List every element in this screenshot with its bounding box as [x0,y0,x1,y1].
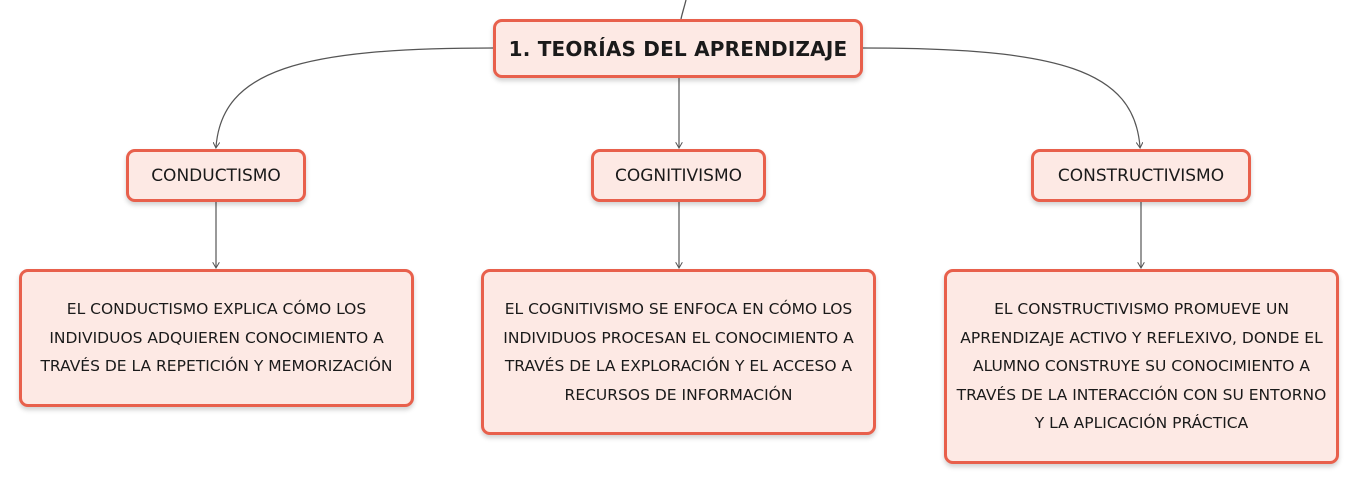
incoming-connector [681,0,686,19]
topic-node-cognitivismo[interactable] [591,149,766,202]
topic-label-constructivismo: CONSTRUCTIVISMO [1057,165,1225,186]
topic-label-cognitivismo: COGNITIVISMO [614,165,743,186]
description-node-cognitivismo[interactable] [481,269,876,435]
topic-label-conductismo: CONDUCTISMO [151,165,281,186]
description-text-conductismo: EL CONDUCTISMO EXPLICA CÓMO LOS INDIVIDUOS ADQUIEREN CONOCIMIENTO A TRAVÉS DE LA REPETICIÓN Y MEMORIZACIÓN [40,300,393,376]
main-topic-node[interactable] [493,19,863,78]
description-text-constructivismo: EL CONSTRUCTIVISMO PROMUEVE UN APRENDIZAJE ACTIVO Y REFLEXIVO, DONDE EL ALUMNO CONSTRUYE SU CONOCIMIENTO A TRAVÉS DE LA INTERACCIÓN CON SU ENTORNO Y LA APLICACIÓN PRÁCTICA [956,300,1327,433]
connector-main-conductismo [216,48,493,147]
description-text-cognitivismo: EL COGNITIVISMO SE ENFOCA EN CÓMO LOS INDIVIDUOS PROCESAN EL CONOCIMIENTO A TRAVÉS DE LA EXPLORACIÓN Y EL ACCESO A RECURSOS DE INFORMACIÓN [503,300,854,404]
topic-node-constructivismo[interactable] [1031,149,1251,202]
description-node-conductismo[interactable] [19,269,414,407]
main-topic-label: 1. TEORÍAS DEL APRENDIZAJE [508,36,848,61]
connector-main-constructivismo [863,48,1140,147]
description-node-constructivismo[interactable] [944,269,1339,464]
topic-node-conductismo[interactable] [126,149,306,202]
